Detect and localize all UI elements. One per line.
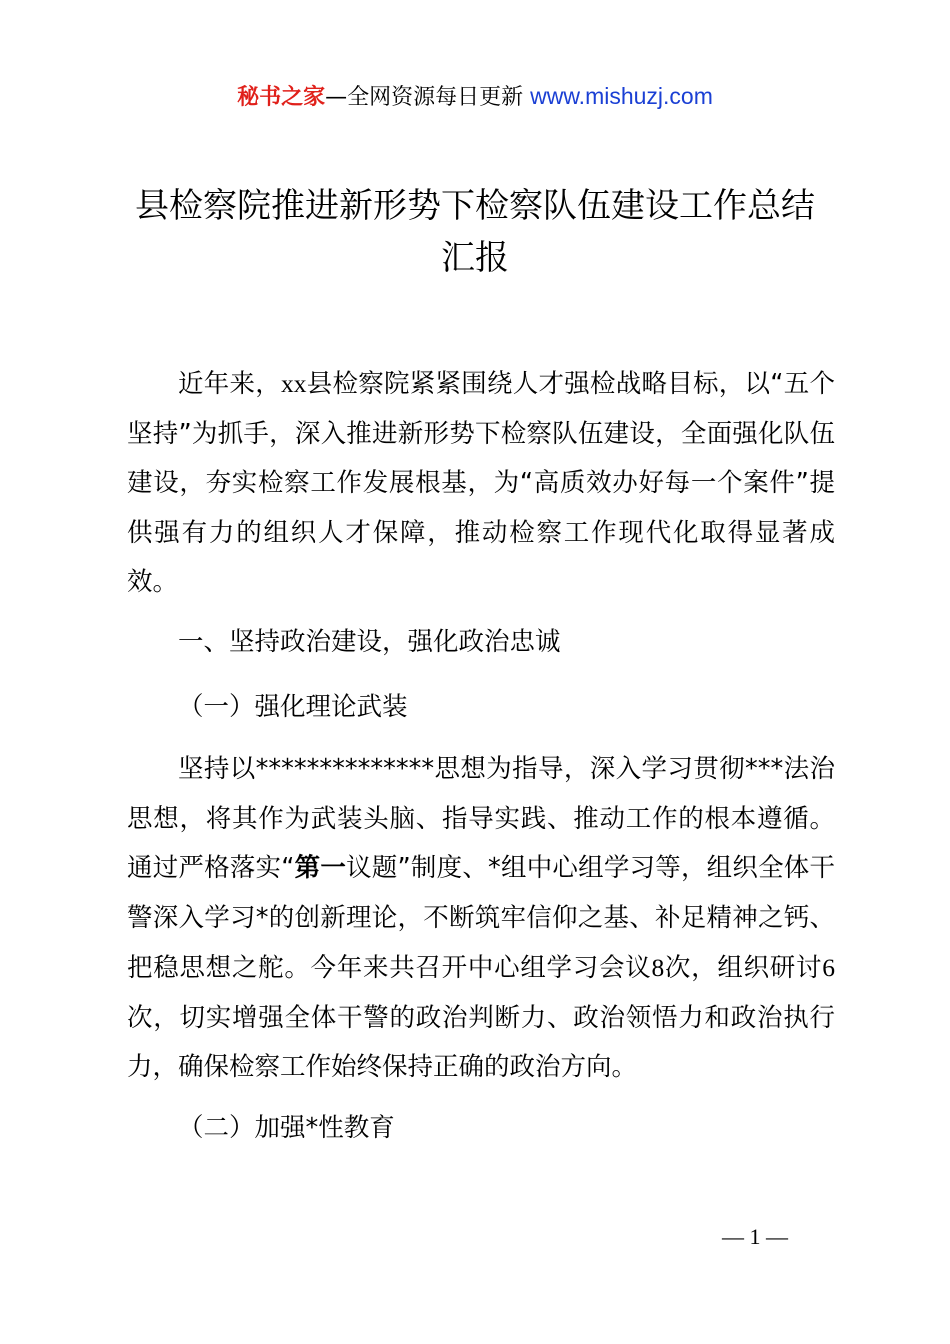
theory-text-b: 议题”制度、*组中心组学习等，组织全体干警深入学习*的创新理论，不断筑牢信仰之基、补足精神之钙、把稳思想之舵。今年来共召开中心组学习会议 <box>127 853 835 983</box>
theory-text-c: 次，组织研讨 <box>664 953 823 983</box>
site-tagline: —全网资源每日更新 <box>325 85 531 110</box>
site-brand: 秘书之家 <box>237 85 326 110</box>
intro-text-a: 近年来， <box>178 369 282 399</box>
intro-county-placeholder: xx <box>281 369 307 398</box>
subsection-2-heading: （二）加强*性教育 <box>178 1113 395 1143</box>
subsection-1-heading: （一）强化理论武装 <box>178 692 408 722</box>
theory-paragraph <box>127 745 835 1093</box>
section-1-heading: 一、坚持政治建设，强化政治忠诚 <box>178 627 561 657</box>
intro-paragraph <box>127 359 835 608</box>
theory-bold-text: 第一 <box>294 853 347 883</box>
title-line-1: 县检察院推进新形势下检察队伍建设工作总结 <box>135 186 815 226</box>
document-title <box>110 180 840 284</box>
seminar-count: 6 <box>822 953 835 982</box>
intro-text-b: 县检察院紧紧围绕人才强检战略目标，以“五个坚持”为抓手，深入推进新形势下检察队伍建设，全面强化队伍建设，夯实检察工作发展根基，为“高质效办好每一个案件”提供强有力的组织人才保障，推动检察工作现代化取得显著成效。 <box>127 369 835 597</box>
theory-text-d: 次，切实增强全体干警的政治判断力、政治领悟力和政治执行力，确保检察工作始终保持正确的政治方向。 <box>127 1002 835 1082</box>
meeting-count: 8 <box>651 953 665 982</box>
site-header <box>0 80 950 114</box>
page-number: — 1 — <box>722 1224 788 1249</box>
title-line-2: 汇报 <box>441 238 509 278</box>
theory-text-a: 坚持以**************思想为指导，深入学习贯彻***法治思想，将其作为武装头脑、指导实践、推动工作的根本遵循。通过严格落实“ <box>127 754 835 883</box>
site-url-link[interactable]: www.mishuzj.com <box>530 83 713 109</box>
